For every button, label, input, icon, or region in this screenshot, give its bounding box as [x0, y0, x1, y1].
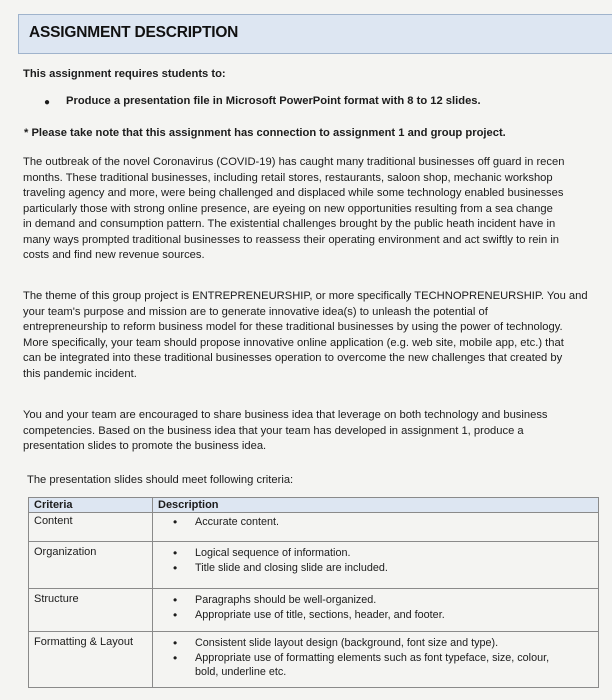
description-header: Description — [158, 499, 219, 511]
table-header-cell — [29, 498, 153, 513]
paragraph-outbreak — [23, 155, 612, 264]
paragraph-line: can be integrated into these traditional businesses operation to overcome the new challenges that created by — [23, 352, 563, 364]
criteria-intro-text: The presentation slides should meet following criteria: — [27, 474, 294, 486]
table-cell — [29, 632, 153, 688]
description-list — [153, 542, 598, 579]
section-header — [18, 14, 612, 54]
table-cell — [29, 542, 153, 589]
table-cell — [153, 632, 599, 688]
paragraph-line: in demand and consumption pattern. The existential challenges brought by the public heath incident have in — [23, 218, 556, 230]
criteria-header: Criteria — [34, 499, 73, 511]
criteria-label: Content — [34, 515, 73, 527]
description-list — [153, 513, 598, 534]
description-list — [153, 632, 598, 684]
criteria-label: Structure — [34, 593, 79, 605]
paragraph-line: particularly those with strong online presence, are eyeing on new opportunities resulting from a sea change — [23, 202, 553, 215]
bullet-dot-icon: ● — [44, 97, 51, 108]
paragraph-theme — [23, 289, 612, 382]
table-cell — [153, 589, 599, 632]
list-item: • Accurate content. — [153, 515, 598, 530]
paragraph-line: many ways prompted traditional businesses to reassess their operating environment and act swiftly to rein in — [23, 233, 560, 246]
table-header-cell — [153, 498, 599, 513]
list-item: • Paragraphs should be well-organized. — [153, 593, 598, 608]
paragraph-line: presentation slides to promote the business idea. — [23, 440, 267, 452]
note-text: * Please take note that this assignment has connection to assignment 1 and group project. — [24, 127, 506, 139]
paragraph-share-idea — [23, 408, 612, 455]
paragraph-line: The outbreak of the novel Coronavirus (COVID-19) has caught many traditional businesses off guard in recen — [23, 156, 565, 168]
table-row — [29, 542, 599, 589]
table-cell — [153, 513, 599, 542]
paragraph-line: your team's purpose and mission are to generate innovative idea(s) to unleash the potential of — [23, 305, 488, 318]
paragraph-line: traveling agency and more, were being challenged and displaced while some technology enabled businesses — [23, 187, 564, 199]
list-item: • Title slide and closing slide are included. — [153, 561, 598, 576]
list-item: • Logical sequence of information. — [153, 546, 598, 561]
table-row — [29, 589, 599, 632]
table-row — [29, 513, 599, 542]
description-list — [153, 589, 598, 626]
table-cell — [153, 542, 599, 589]
criteria-label: Formatting & Layout — [34, 636, 134, 648]
paragraph-line: You and your team are encouraged to share business idea that leverage on both technology and business — [23, 409, 548, 421]
paragraph-line: this pandemic incident. — [23, 367, 137, 380]
criteria-table — [28, 497, 599, 688]
paragraph-line: costs and find new revenue sources. — [23, 249, 205, 261]
criteria-label: Organization — [34, 546, 97, 558]
list-item: • Appropriate use of formatting elements such as font typeface, size, colour, — [153, 651, 598, 666]
list-item: • Appropriate use of title, sections, header, and footer. — [153, 608, 598, 623]
table-cell — [29, 513, 153, 542]
paragraph-line: entrepreneurship to reform business model for these traditional businesses by using the power of technology. — [23, 321, 563, 333]
paragraph-line: More specifically, your team should propose innovative online application (e.g. web site, mobile app, etc.) that — [23, 336, 564, 349]
requirement-bullet-text: Produce a presentation file in Microsoft PowerPoint format with 8 to 12 slides. — [66, 95, 481, 107]
table-cell — [29, 589, 153, 632]
paragraph-line: The theme of this group project is ENTREPRENEURSHIP, or more specifically TECHNOPRENEURSHIP. You and — [23, 290, 588, 302]
intro-text: This assignment requires students to: — [23, 68, 226, 80]
table-row — [29, 632, 599, 688]
table-header-row — [29, 498, 599, 513]
list-item: • Consistent slide layout design (background, font size and type). — [153, 636, 598, 651]
list-item: bold, underline etc. — [195, 666, 287, 678]
paragraph-line: competencies. Based on the business idea that your team has developed in assignment 1, produce a — [23, 424, 524, 437]
section-title: ASSIGNMENT DESCRIPTION — [29, 24, 239, 41]
paragraph-line: months. These traditional businesses, including retail stores, restaurants, saloon shop, mechanic workshop — [23, 171, 553, 184]
